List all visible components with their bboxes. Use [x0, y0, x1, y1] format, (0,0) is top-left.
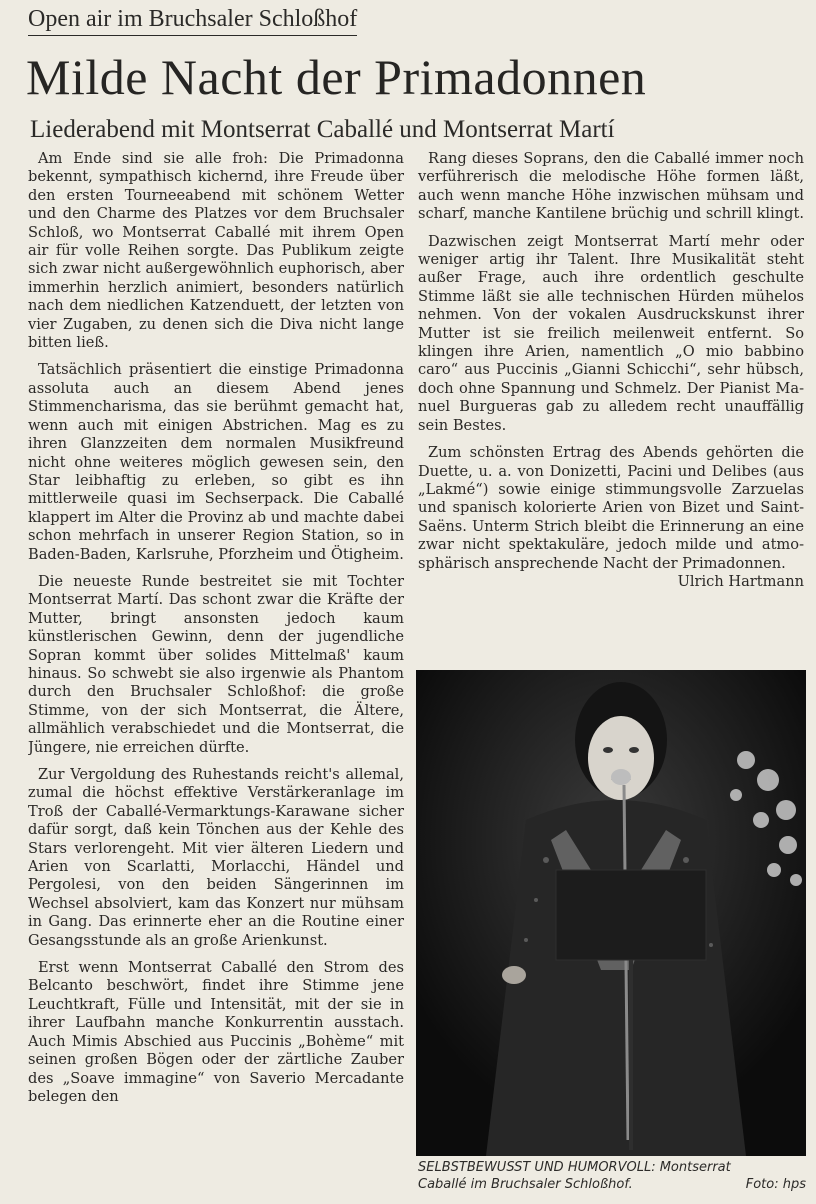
paragraph: Zur Vergoldung des Ruhestands reicht's allemal, zumal die höchst effektive Verstärkeranlage im Troß der Caballé-Vermarktungs-Karawane sicher dafür sorgt, daß kein Tönchen aus der Kehle des Stars verlorengeht. Mit vier älteren Liedern und Arien von Scarlatti, Morlacchi, Händel und Pergolesi, von den beiden Sängerinnen im Wechsel absolviert, kam das Konzert nur mühsam in Gang. Das erinnerte eher an die Routine einer Gesangsstunde als an große Arienkunst.	[28, 766, 404, 949]
headline: Milde Nacht der Primadonnen	[26, 49, 647, 105]
paragraph: Rang dieses Soprans, den die Caballé immer noch verführerisch die melodische Höhe formen läßt, auch wenn manche Höhe inzwischen mühsam und scharf, manche Kantilene brüchig und schrill klingt.	[418, 150, 805, 223]
paragraph: Erst wenn Montserrat Caballé den Strom des Belcanto beschwört, findet ihre Stimme jene Leuchtkraft, Fülle und Intensität, mit der sie in ihrer Laufbahn manche Konkurrentin ausstach. Auch Mimis Abschied aus Puccinis „Bohème“ mit seinen großen Bögen oder der zärtliche Zauber des „Soave immagine“ von Saverio Mercadante belegen den	[28, 959, 404, 1105]
paragraph: Am Ende sind sie alle froh: Die Primadonna bekennt, sympathisch kichernd, ihre Freude über den ersten Tourneeabend mit schönem Wetter und den Charme des Platzes vor dem Bruchsaler Schloß, wo Montserrat Caballé mit ihrem Open air für volle Reihen sorgte. Das Publikum zeigte sich zwar nicht außergewöhnlich euphorisch, aber immerhin herzlich animiert, besonders natürlich nach dem niedlichen Katzenduett, der letzten von vier Zugaben, zu denen sich die Diva nicht lange bitten ließ.	[28, 150, 404, 352]
paragraph: Dazwischen zeigt Montserrat Martí mehr oder weniger artig ihr Talent. Ihre Musikalität steht außer Frage, auch ihre ordentlich geschulte Stimme läßt sie alle technischen Hürden mühelos nehmen. Von der vokalen Ausdruckskunst ihrer Mutter ist sie freilich meilenweit entfernt. So klingen ihre Arien, namentlich „O mio babbino caro“ aus Puccinis „Gianni Schicchi“, sehr hübsch, doch ohne Spannung und Schmelz. Der Pianist Manuel Burgueras gab zu alledem recht unauffällig sein Bestes.	[418, 232, 804, 434]
article-column-left	[28, 150, 404, 1204]
article-column-right	[418, 150, 804, 591]
paragraph: Die neueste Runde bestreitet sie mit Tochter Montserrat Martí. Das schont zwar die Kräfte der Mutter, bringt ansonsten jedoch kaum künstlerischen Gewinn, denn der jugendliche Sopran kommt über solides Mittelmaß' kaum hinaus. So schwebt sie also irgenwie als Phantom durch den Bruchsaler Schloßhof: die große Stimme, von der sich Montserrat, die Ältere, allmählich verabschiedet und die Montserrat, die Jüngere, nie erreichen dürfte.	[28, 572, 404, 756]
kicker: Open air im Bruchsaler Schloßhof	[28, 4, 357, 36]
photo-credit: Foto: hps	[745, 1177, 806, 1192]
singer-photo	[416, 670, 806, 1156]
paragraph: Tatsächlich präsentiert die einstige Primadonna assoluta auch an diesem Abend jenes Stimmencharisma, das sie berühmt gemacht hat, wenn auch mit einigen Abstrichen. Mag es zu ihren Glanzzeiten dem normalen Musikfreund nicht ohne weiteres möglich gewesen sein, den Star leibhaftig zu erleben, so gibt es ihn mittlerweile quasi im Sechserpack. Die Caballé klappert im Alter die Provinz ab und machte dabei schon mehrfach in unserer Region Station, so in Baden-Baden, Karlsruhe, Pforzheim und Ötigheim.	[28, 361, 404, 563]
subheadline: Liederabend mit Montserrat Caballé und Montserrat Martí	[30, 116, 615, 143]
paragraph: Zum schönsten Ertrag des Abends gehörten die Duette, u. a. von Donizetti, Pacini und Delibes (aus „Lakmé“) sowie einige stimmungsvolle Zarzuelas und spanisch kolorierte Arien von Bizet und Saint-Saëns. Unterm Strich bleibt die Erinnerung an eine zwar nicht spektakuläre, jedoch milde und atmosphärisch ansprechende Nacht der Primadonnen.	[418, 444, 804, 572]
photo-caption	[418, 1159, 806, 1193]
caption-text: SELBSTBEWUSST UND HUMORVOLL: Montserrat Caballé im Bruchsaler Schloßhof.	[418, 1160, 731, 1192]
concert-photo	[416, 670, 806, 1156]
author-byline: Ulrich Hartmann	[677, 572, 804, 590]
